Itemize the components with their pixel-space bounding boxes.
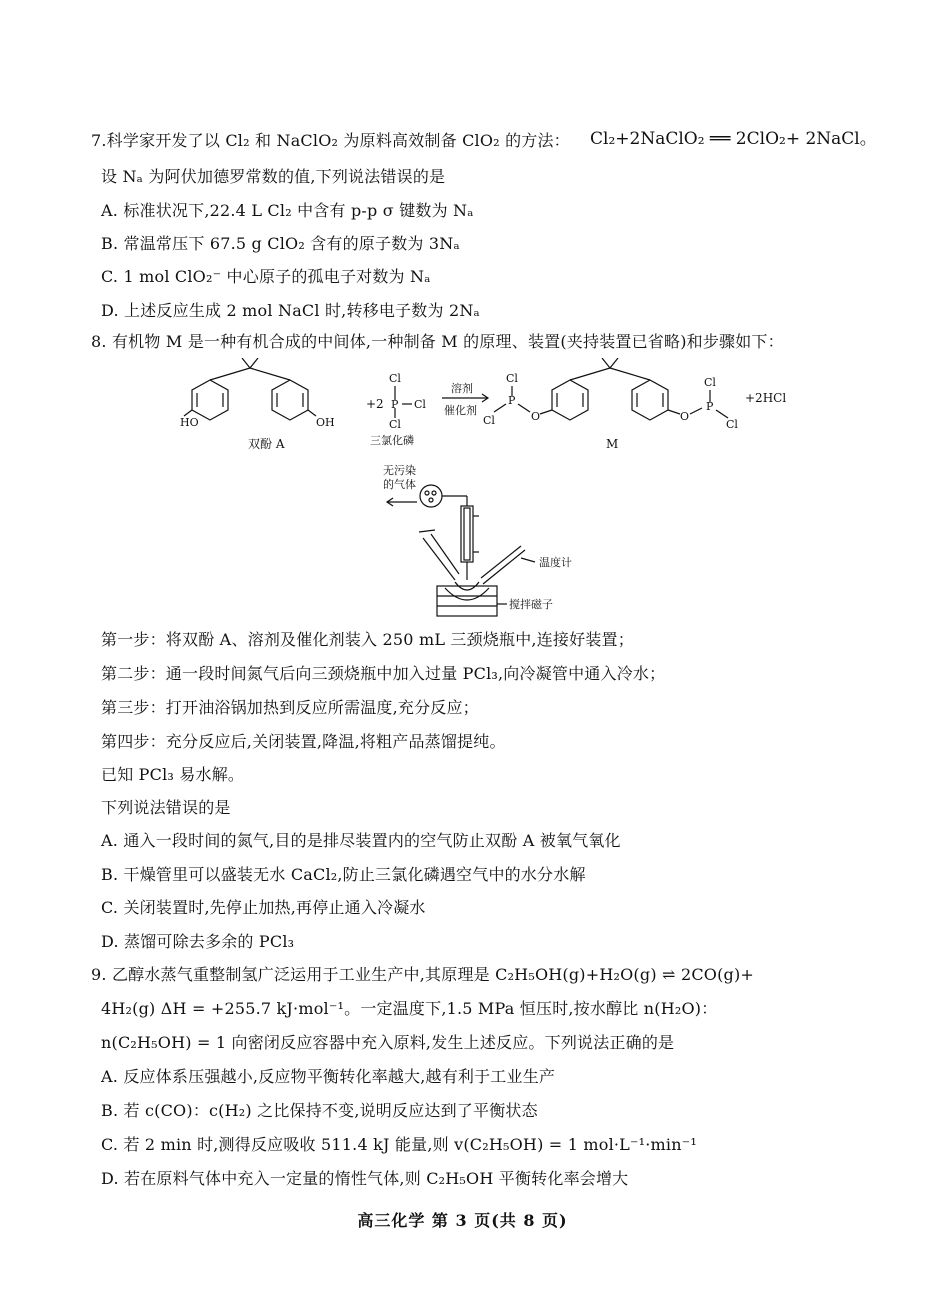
q7-stem-line1: 7.科学家开发了以 Cl₂ 和 NaClO₂ 为原料高效制备 ClO₂ 的方法： xyxy=(91,131,570,150)
gas-label-2: 的气体 xyxy=(383,478,416,491)
reaction-scheme xyxy=(170,358,810,458)
q9-stem-line1: 9. 乙醇水蒸气重整制氢广泛运用于工业生产中,其原理是 C₂H₅OH(g)+H₂O(g) ⇌ 2CO(g)+ xyxy=(91,965,755,984)
m-cl-lower: Cl xyxy=(726,418,738,431)
q9-option-b: B. 若 c(CO)：c(H₂) 之比保持不变,说明反应达到了平衡状态 xyxy=(101,1101,538,1120)
q8-option-b: B. 干燥管里可以盛装无水 CaCl₂,防止三氯化磷遇空气中的水分水解 xyxy=(101,865,586,884)
pcl3-cl-top: Cl xyxy=(389,372,401,385)
q7-stem-line2: 设 Nₐ 为阿伏加德罗常数的值,下列说法错误的是 xyxy=(101,167,446,186)
q8-step-1: 第一步：将双酚 A、溶剂及催化剂装入 250 mL 三颈烧瓶中,连接好装置； xyxy=(101,630,634,649)
byproduct: +2HCl xyxy=(745,391,787,405)
m-o-left: O xyxy=(531,410,541,423)
q7-equation: Cl₂+2NaClO₂ ══ 2ClO₂+ 2NaCl。 xyxy=(590,129,877,149)
m-p-right: P xyxy=(706,400,714,413)
pcl3-cl-bottom: Cl xyxy=(389,418,401,431)
pcl3-p: P xyxy=(391,398,399,411)
stirrer-label: 搅拌磁子 xyxy=(509,598,553,611)
q7-option-b: B. 常温常压下 67.5 g ClO₂ 含有的原子数为 3Nₐ xyxy=(101,234,460,253)
q9-stem-line3: n(C₂H₅OH) = 1 向密闭反应容器中充入原料,发生上述反应。下列说法正确的是 xyxy=(101,1033,675,1052)
coefficient: +2 xyxy=(366,397,384,411)
apparatus-diagram xyxy=(375,462,615,622)
q7-option-a: A. 标准状况下,22.4 L Cl₂ 中含有 p-p σ 键数为 Nₐ xyxy=(101,201,474,220)
q7-option-d: D. 上述反应生成 2 mol NaCl 时,转移电子数为 2Nₐ xyxy=(101,301,480,320)
thermometer-label: 温度计 xyxy=(539,556,572,569)
m-cl-left: Cl xyxy=(483,414,495,427)
ho-label: HO xyxy=(180,416,199,429)
m-p-left: P xyxy=(508,394,516,407)
q8-option-c: C. 关闭装置时,先停止加热,再停止通入冷凝水 xyxy=(101,898,426,917)
q8-step-3: 第三步：打开油浴锅加热到反应所需温度,充分反应； xyxy=(101,698,479,717)
m-cl-upper: Cl xyxy=(704,376,716,389)
arrow-bottom-label: 催化剂 xyxy=(444,404,477,417)
page-footer: 高三化学 第 3 页(共 8 页) xyxy=(357,1211,568,1230)
q9-option-c: C. 若 2 min 时,测得反应吸收 511.4 kJ 能量,则 v(C₂H₅OH) = 1 mol·L⁻¹·min⁻¹ xyxy=(101,1135,697,1154)
m-o-right: O xyxy=(680,410,690,423)
q8-step-2: 第二步：通一段时间氮气后向三颈烧瓶中加入过量 PCl₃,向冷凝管中通入冷水； xyxy=(101,664,666,683)
gas-label-1: 无污染 xyxy=(383,464,416,477)
pcl3-cl-right: Cl xyxy=(414,398,426,411)
reactant-name: 双酚 A xyxy=(248,437,285,451)
q9-option-d: D. 若在原料气体中充入一定量的惰性气体,则 C₂H₅OH 平衡转化率会增大 xyxy=(101,1169,629,1188)
q8-stem: 8. 有机物 M 是一种有机合成的中间体,一种制备 M 的原理、装置(夹持装置已省略)和步骤如下： xyxy=(91,332,784,351)
product-name: M xyxy=(606,437,619,451)
q8-option-a: A. 通入一段时间的氮气,目的是排尽装置内的空气防止双酚 A 被氧气氧化 xyxy=(101,831,621,850)
q8-option-d: D. 蒸馏可除去多余的 PCl₃ xyxy=(101,932,295,951)
q8-step-4: 第四步：充分反应后,关闭装置,降温,将粗产品蒸馏提纯。 xyxy=(101,732,506,751)
arrow-top-label: 溶剂 xyxy=(451,382,473,395)
q8-known: 已知 PCl₃ 易水解。 xyxy=(101,765,245,784)
m-cl-top: Cl xyxy=(506,372,518,385)
q8-ask: 下列说法错误的是 xyxy=(101,798,231,817)
q9-stem-line2: 4H₂(g) ΔH = +255.7 kJ·mol⁻¹。一定温度下,1.5 MPa 恒压时,按水醇比 n(H₂O)： xyxy=(101,999,718,1018)
q9-option-a: A. 反应体系压强越小,反应物平衡转化率越大,越有利于工业生产 xyxy=(101,1067,556,1086)
q7-option-c: C. 1 mol ClO₂⁻ 中心原子的孤电子对数为 Nₐ xyxy=(101,267,431,286)
oh-label: OH xyxy=(316,416,335,429)
reagent-name: 三氯化磷 xyxy=(370,434,414,447)
